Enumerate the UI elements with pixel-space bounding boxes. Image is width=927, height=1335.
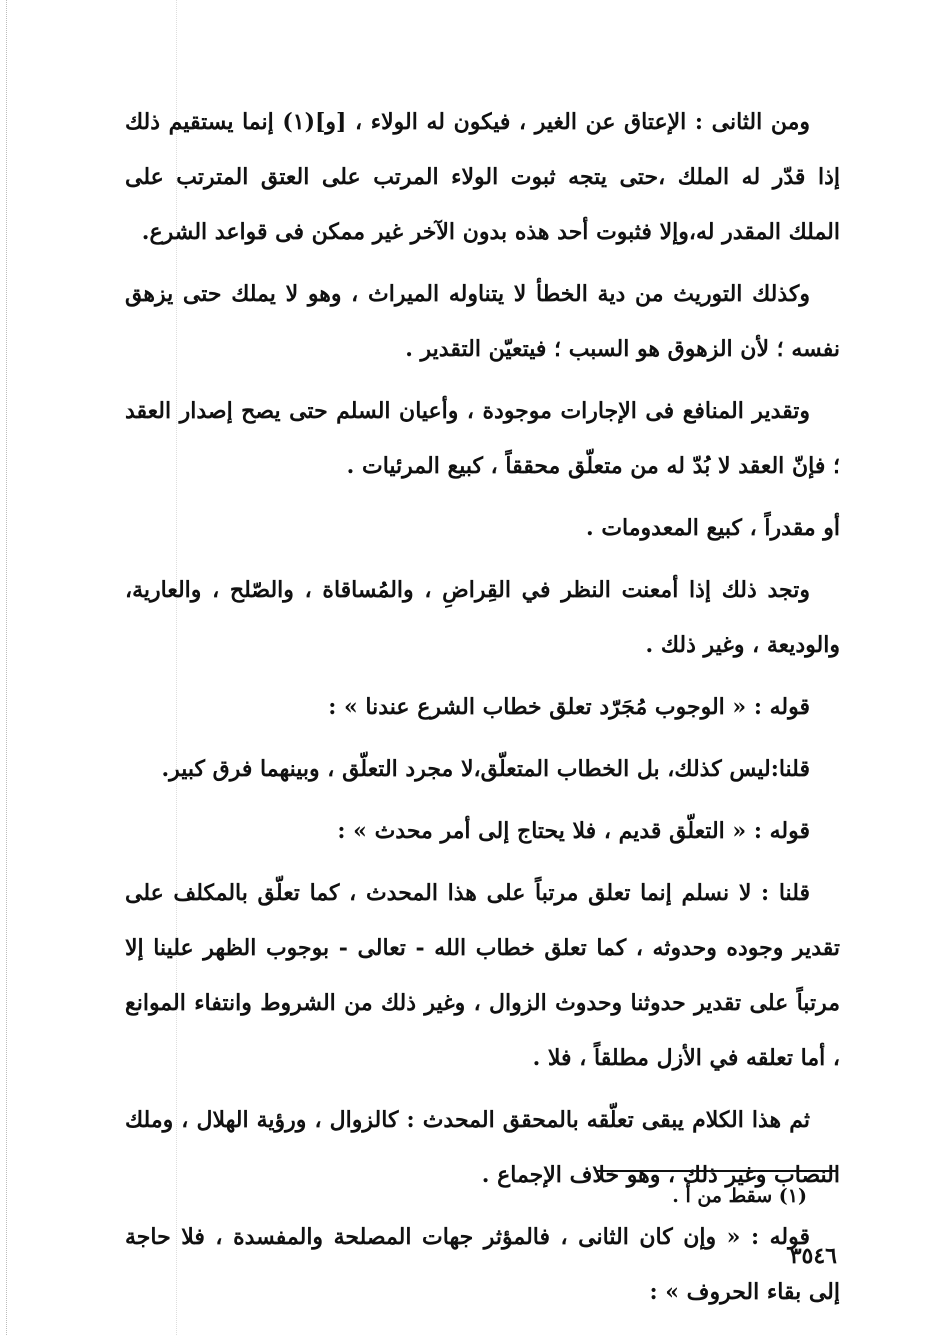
paragraph: أو مقدراً ، كبيع المعدومات . [586,515,840,541]
footnote: (١) سقط من أ . [672,1185,807,1207]
paragraph: قلنا:ليس كذلك، بل الخطاب المتعلّق،لا مجرد التعلّق ، وبينهما فرق كبير. [161,756,810,782]
scan-edge-dots [6,0,8,1335]
paragraph: قوله : « الوجوب مُجَرّد تعلق خطاب الشرع عندنا » : [328,694,810,720]
main-text [125,95,840,1327]
paragraph: ومن الثانى : الإعتاق عن الغير ، فيكون له الولاء ، [و](١) إنما يستقيم ذلك إذا قدّر له الملك ،حتى يتجه ثبوت الولاء المرتب على العتق المترتب على الملك المقدر له،وإلا فثبوت أحد هذه بدون الآخر غير ممكن فى قواعد الشرع. [125,109,840,245]
paragraph: وكذلك التوريث من دية الخطأ لا يتناوله الميراث ، وهو لا يملك حتى يزهق نفسه ؛ لأن الزهوق هو السبب ؛ فيتعيّن التقدير . [125,281,840,362]
paragraph: ثم هذا الكلام يبقى تعلّقه بالمحقق المحدث : كالزوال ، ورؤية الهلال ، وملك النصاب وغير ذلك ، وهو خلاف الإجماع . [125,1107,840,1188]
page-number: ٣٥٤٦ [789,1243,837,1269]
paragraph: قوله : « وإن كان الثانى ، فالمؤثر جهات المصلحة والمفسدة ، فلا حاجة إلى بقاء الحروف » : [125,1224,840,1305]
paragraph: وتجد ذلك إذا أمعنت النظر في القِراضِ ، والمُساقاة ، والصّلح ، والعارية، والوديعة ، وغير ذلك . [125,577,840,658]
paragraph: وتقدير المنافع فى الإجارات موجودة ، وأعيان السلم حتى يصح إصدار العقد ؛ فإنّ العقد لا بُدّ له من متعلّق محققاً ، كبيع المرئيات . [125,398,840,479]
paragraph: قلنا : لا نسلم إنما تعلق مرتباً على هذا المحدث ، كما تعلّق بالمكلف على تقدير وجوده وحدوثه ، كما تعلق خطاب الله - تعالى - بوجوب الظهر علينا إلا مرتباً على تقدير حدوثنا وحدوث الزوال ، وغير ذلك من الشروط وانتفاء الموانع ، أما تعلقه في الأزل مطلقاً ، فلا . [125,880,840,1071]
paragraph: قوله : « التعلّق قديم ، فلا يحتاج إلى أمر محدث » : [337,818,810,844]
footnote-separator [597,1170,837,1172]
